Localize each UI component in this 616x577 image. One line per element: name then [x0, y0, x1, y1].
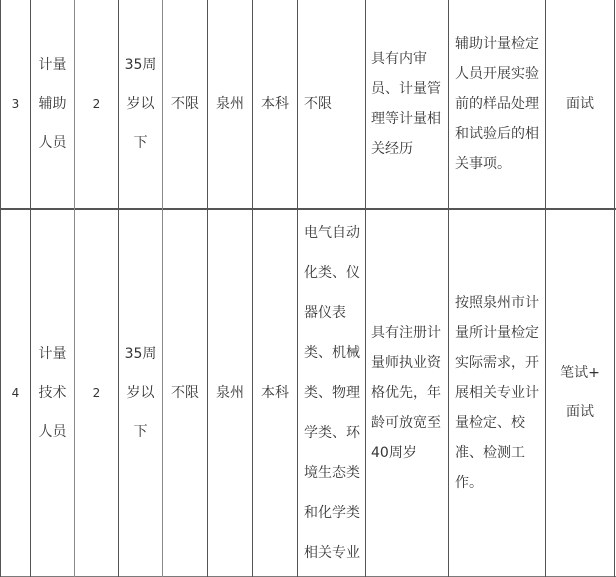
- cell-exam: [546, 0, 614, 208]
- major-text: 电气自动 化类、仪 器仪表 类、机械 类、物理 学类、环 境生态类 和化学类 相关专业: [304, 225, 360, 561]
- index-text: 3: [11, 97, 20, 111]
- cell-major: [298, 210, 365, 576]
- cell-education: [253, 0, 297, 208]
- cell-requirement: [366, 0, 448, 208]
- cell-major: [298, 0, 365, 208]
- cell-count: [75, 0, 118, 208]
- cell-location: [208, 0, 252, 208]
- count-text: 2: [92, 97, 101, 111]
- column-divider: [614, 0, 615, 577]
- cell-education: [253, 210, 297, 576]
- cell-position: [31, 0, 74, 208]
- cell-index: [1, 210, 30, 576]
- exam-text: 笔试+ 面试: [560, 365, 600, 420]
- cell-duties: [449, 210, 545, 576]
- cell-age: [119, 0, 162, 208]
- age-text: 35周 岁以 下: [124, 345, 157, 440]
- cell-exam: [546, 210, 614, 576]
- cell-index: [1, 0, 30, 208]
- age-text: 35周 岁以 下: [124, 56, 157, 151]
- gender-text: 不限: [171, 385, 199, 401]
- cell-position: [31, 210, 74, 576]
- cell-gender: [163, 210, 207, 576]
- position-text: 计量 技术 人员: [38, 345, 67, 440]
- location-text: 泉州: [216, 385, 244, 401]
- major-text: 不限: [304, 96, 332, 112]
- cell-age: [119, 210, 162, 576]
- requirement-text: 具有内审 员、计量管 理等计量相 关经历: [371, 51, 441, 157]
- duties-text: 辅助计量检定 人员开展实验 前的样品处理 和试验后的相 关事项。: [455, 36, 539, 172]
- location-text: 泉州: [216, 96, 244, 112]
- index-text: 4: [11, 386, 20, 400]
- education-text: 本科: [261, 385, 289, 401]
- cell-duties: [449, 0, 545, 208]
- cell-location: [208, 210, 252, 576]
- education-text: 本科: [261, 96, 289, 112]
- gender-text: 不限: [171, 96, 199, 112]
- duties-text: 按照泉州市计 量所计量检定 实际需求，开 展相关专业计 量检定、校 准、检测工 作。: [455, 295, 539, 491]
- cell-requirement: [366, 210, 448, 576]
- exam-text: 面试: [566, 96, 594, 112]
- count-text: 2: [92, 386, 101, 400]
- cell-gender: [163, 0, 207, 208]
- position-text: 计量 辅助 人员: [38, 56, 67, 151]
- cell-count: [75, 210, 118, 576]
- requirement-text: 具有注册计 量师执业资 格优先，年 龄可放宽至 40周岁: [371, 325, 441, 461]
